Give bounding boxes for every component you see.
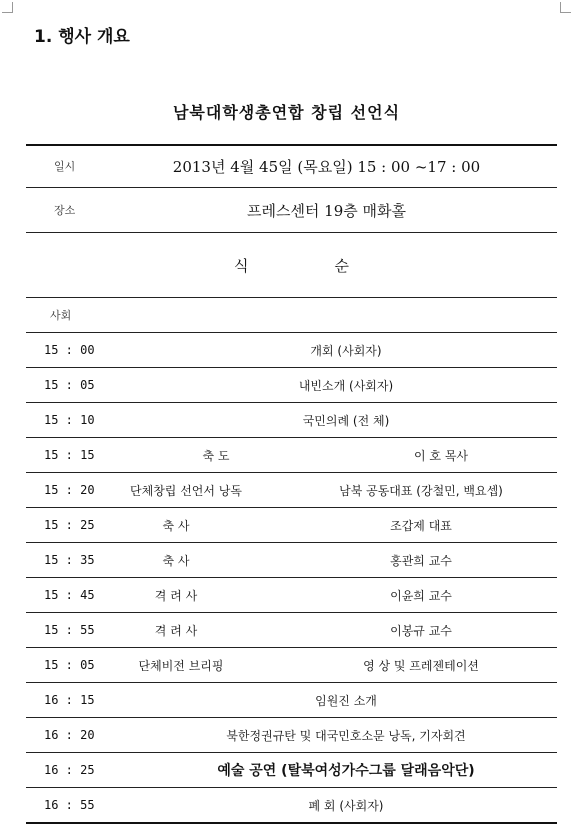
schedule-item: 내빈소개 (사회자) [298, 378, 394, 393]
schedule-time: 15 : 45 [44, 588, 95, 602]
schedule-item-title: 축 도 [202, 448, 230, 463]
schedule-row [26, 438, 557, 472]
schedule-row [26, 508, 557, 542]
schedule-row [26, 613, 557, 647]
date-label: 일시 [54, 160, 76, 173]
schedule-time: 16 : 15 [44, 693, 95, 707]
schedule-row [26, 543, 557, 577]
info-row-venue [26, 188, 557, 232]
moderator-row [26, 298, 557, 332]
schedule-time: 16 : 20 [44, 728, 95, 742]
schedule-time: 15 : 10 [44, 413, 95, 427]
schedule-time: 16 : 55 [44, 798, 95, 812]
schedule-item-person: 조갑제 대표 [390, 518, 452, 533]
program-header-left: 식 [234, 256, 249, 275]
schedule-row [26, 368, 557, 402]
schedule-time: 15 : 55 [44, 623, 95, 637]
program-header-right: 순 [334, 256, 349, 275]
schedule-item: 북한정권규탄 및 대국민호소문 낭독, 기자회견 [226, 728, 466, 743]
schedule-item-person: 이 호 목사 [414, 448, 468, 463]
schedule-time: 15 : 25 [44, 518, 95, 532]
venue-value: 프레스센터 19층 매화홀 [246, 201, 407, 220]
moderator-label: 사회 [50, 309, 72, 322]
schedule-row [26, 333, 557, 367]
schedule-item-performance: 예술 공연 (탈북여성가수그룹 달래음악단) [217, 763, 475, 779]
schedule-item-person: 이봉규 교수 [390, 623, 452, 638]
schedule-item-person: 영 상 및 프레젠테이션 [363, 658, 479, 673]
schedule-time: 16 : 25 [44, 763, 95, 777]
venue-label: 장소 [54, 204, 76, 217]
schedule-time: 15 : 05 [44, 658, 95, 672]
schedule-row [26, 753, 557, 787]
schedule-item-title: 격 려 사 [154, 623, 198, 638]
schedule-time: 15 : 20 [44, 483, 95, 497]
schedule-item: 국민의례 (전 체) [302, 413, 390, 428]
schedule-time: 15 : 35 [44, 553, 95, 567]
date-value: 2013년 4월 45일 (목요일) 15 : 00 ~17 : 00 [172, 157, 481, 176]
schedule-item-person: 홍관희 교수 [390, 553, 452, 568]
schedule-item-title: 격 려 사 [154, 588, 198, 603]
table-bottom-border [26, 822, 557, 824]
schedule-item-title: 축 사 [162, 553, 190, 568]
page-corner-mark-right [560, 2, 571, 13]
schedule-row [26, 473, 557, 507]
section-heading: 1. 행사 개요 [34, 27, 130, 47]
program-header [26, 233, 557, 297]
schedule-time: 15 : 05 [44, 378, 95, 392]
schedule-item: 폐 회 (사회자) [308, 798, 384, 813]
schedule-item: 임원진 소개 [315, 693, 377, 708]
schedule-item-person: 이윤희 교수 [390, 588, 452, 603]
schedule-row [26, 788, 557, 822]
info-row-date [26, 145, 557, 187]
schedule-row [26, 578, 557, 612]
document-title: 남북대학생총연합 창립 선언식 [172, 103, 401, 122]
schedule-item-title: 단체비전 브리핑 [138, 658, 224, 673]
page-corner-mark-left [2, 2, 13, 13]
schedule-row [26, 403, 557, 437]
schedule-row [26, 683, 557, 717]
schedule-item-title: 단체창립 선언서 낭독 [130, 483, 242, 498]
schedule-item: 개회 (사회자) [310, 343, 382, 358]
schedule-item-person: 남북 공동대표 (강철민, 백요셉) [339, 483, 503, 498]
schedule-item-title: 축 사 [162, 518, 190, 533]
schedule-time: 15 : 15 [44, 448, 95, 462]
schedule-row [26, 718, 557, 752]
schedule-row [26, 648, 557, 682]
schedule-time: 15 : 00 [44, 343, 95, 357]
